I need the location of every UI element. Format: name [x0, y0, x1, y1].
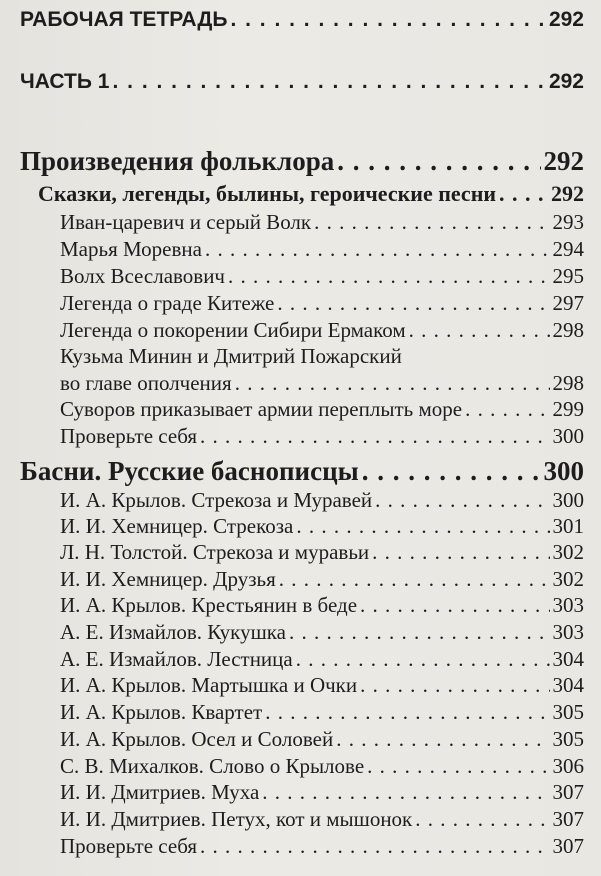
toc-page: 303 — [552, 593, 584, 617]
toc-title: И. А. Крылов. Стрекоза и Муравей — [60, 488, 373, 512]
toc-entry-title-line1: Кузьма Минин и Дмитрий Пожарский — [60, 344, 402, 368]
toc-page: 305 — [552, 727, 584, 751]
toc-entry[interactable] — [60, 780, 584, 805]
toc-title: Проверьте себя — [60, 834, 198, 858]
toc-leader — [362, 456, 541, 487]
toc-title: С. В. Михалков. Слово о Крылове — [60, 754, 365, 778]
toc-title: И. И. Хемницер. Стрекоза — [60, 514, 294, 538]
toc-entry[interactable] — [60, 807, 584, 832]
toc-leader — [465, 397, 549, 422]
toc-leader — [360, 593, 549, 618]
toc-page: 297 — [552, 291, 584, 315]
toc-entry[interactable] — [60, 424, 584, 449]
toc-title: А. Е. Измайлов. Лестница — [60, 647, 293, 671]
toc-leader — [360, 673, 549, 698]
toc-title: Суворов приказывает армии переплыть море — [60, 397, 463, 421]
toc-heading-workbook[interactable] — [20, 8, 584, 32]
toc-leader — [289, 620, 550, 645]
toc-page: 292 — [548, 70, 584, 93]
toc-leader — [230, 8, 546, 32]
toc-page: 302 — [552, 540, 584, 564]
toc-leader — [235, 371, 550, 396]
toc-entry[interactable] — [60, 488, 584, 513]
toc-page: 295 — [552, 264, 584, 288]
toc-leader — [372, 540, 549, 565]
toc-title: Волх Всеславович — [60, 264, 225, 288]
toc-title: Легенда о граде Китеже — [60, 291, 275, 315]
toc-leader — [205, 237, 550, 262]
toc-title: во главе ополчения — [60, 371, 232, 395]
toc-page: 294 — [552, 237, 584, 261]
toc-page: 307 — [552, 780, 584, 804]
toc-entry[interactable] — [60, 754, 584, 779]
toc-title: И. А. Крылов. Осел и Соловей — [60, 727, 334, 751]
toc-page: 292 — [543, 146, 584, 176]
toc-section-fables[interactable] — [20, 456, 584, 487]
toc-title: А. Е. Измайлов. Кукушка — [60, 620, 286, 644]
toc-page: 292 — [551, 181, 584, 206]
toc-title: Марья Моревна — [60, 237, 202, 261]
toc-title: Проверьте себя — [60, 424, 198, 448]
toc-leader — [375, 488, 549, 513]
toc-title: Легенда о покорении Сибири Ермаком — [60, 318, 406, 342]
toc-title: Произведения фольклора — [20, 146, 335, 176]
toc-title: ЧАСТЬ 1 — [20, 70, 110, 93]
toc-leader — [262, 780, 549, 805]
toc-title: Л. Н. Толстой. Стрекоза и муравьи — [60, 540, 370, 564]
toc-page: 304 — [552, 673, 584, 697]
toc-section-folklore[interactable] — [20, 146, 584, 177]
toc-entry[interactable] — [60, 210, 584, 235]
toc-leader — [314, 210, 549, 235]
toc-title: Иван-царевич и серый Волк — [60, 210, 312, 234]
toc-leader — [336, 727, 549, 752]
toc-entry[interactable] — [60, 567, 584, 592]
toc-entry[interactable] — [60, 834, 584, 859]
toc-title: И. И. Хемницер. Друзья — [60, 567, 276, 591]
toc-title: И. А. Крылов. Квартет — [60, 700, 263, 724]
toc-page: 307 — [552, 807, 584, 831]
toc-title: И. А. Крылов. Крестьянин в беде — [60, 593, 358, 617]
toc-entry[interactable] — [60, 700, 584, 725]
toc-entry[interactable] — [60, 593, 584, 618]
toc-page: 301 — [552, 514, 584, 538]
toc-page: 305 — [552, 700, 584, 724]
toc-title: И. И. Дмитриев. Муха — [60, 780, 260, 804]
toc-entry[interactable] — [60, 540, 584, 565]
toc-leader — [296, 514, 549, 539]
toc-entry[interactable] — [60, 318, 584, 343]
toc-heading-part-1[interactable] — [20, 70, 584, 94]
toc-page: 300 — [543, 456, 584, 486]
toc-leader — [296, 647, 550, 672]
toc-entry[interactable] — [60, 371, 584, 396]
toc-leader — [265, 700, 549, 725]
toc-leader — [200, 834, 549, 859]
toc-page: 307 — [552, 834, 584, 858]
toc-leader — [415, 807, 549, 832]
toc-leader — [409, 318, 550, 343]
toc-page: 302 — [552, 567, 584, 591]
toc-page: 293 — [552, 210, 584, 234]
toc-page: 299 — [552, 397, 584, 421]
toc-title: Басни. Русские баснописцы — [20, 456, 359, 486]
toc-page: 303 — [552, 620, 584, 644]
toc-leader — [200, 424, 549, 449]
toc-title: Сказки, легенды, былины, героические песни — [38, 181, 497, 206]
toc-title: И. И. Дмитриев. Петух, кот и мышонок — [60, 807, 413, 831]
toc-leader — [279, 567, 550, 592]
toc-page: 298 — [552, 371, 584, 395]
toc-leader — [277, 291, 549, 316]
toc-entry[interactable] — [60, 514, 584, 539]
toc-entry[interactable] — [60, 620, 584, 645]
toc-entry[interactable] — [60, 397, 584, 422]
toc-entry[interactable] — [60, 291, 584, 316]
toc-entry[interactable] — [60, 647, 584, 672]
toc-page: 304 — [552, 647, 584, 671]
toc-page: 292 — [548, 8, 584, 31]
toc-page: 300 — [552, 488, 584, 512]
toc-title: РАБОЧАЯ ТЕТРАДЬ — [20, 8, 228, 31]
toc-page: 300 — [552, 424, 584, 448]
toc-leader — [337, 146, 540, 177]
toc-page: 298 — [552, 318, 584, 342]
toc-leader — [228, 264, 550, 289]
toc-entry[interactable] — [60, 237, 584, 262]
toc-entry[interactable] — [60, 727, 584, 752]
toc-leader — [499, 181, 548, 207]
toc-page: 306 — [552, 754, 584, 778]
toc-entry[interactable] — [60, 264, 584, 289]
toc-entry[interactable] — [60, 673, 584, 698]
toc-title: И. А. Крылов. Мартышка и Очки — [60, 673, 358, 697]
toc-leader — [367, 754, 549, 779]
toc-leader — [112, 70, 545, 94]
toc-subsection-tales[interactable] — [38, 181, 584, 207]
